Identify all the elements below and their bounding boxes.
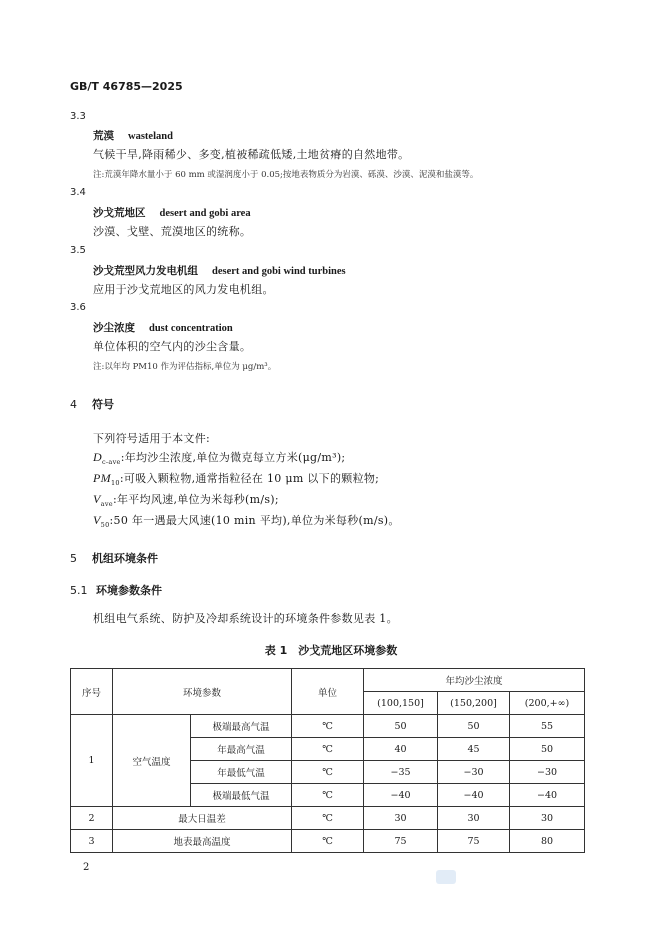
cell-unit: ℃ (292, 761, 364, 784)
watermark-logo (436, 870, 456, 884)
term-zh: 沙尘浓度 (93, 322, 135, 334)
header-range: (100,150] (364, 692, 438, 715)
term-note: 注:荒漠年降水量小于 60 mm 或湿润度小于 0.05;按地表物质分为岩漠、砾漠、沙漠、泥漠和盐漠等。 (93, 170, 479, 180)
term-definition: 应用于沙戈荒地区的风力发电机组。 (93, 283, 274, 296)
symbol-subscript: 10 (110, 479, 120, 488)
cell-value: −35 (364, 761, 438, 784)
term-en: desert and gobi area (159, 208, 251, 219)
term-definition: 沙漠、戈壁、荒漠地区的统称。 (93, 225, 252, 238)
symbol: V (93, 492, 101, 506)
cell-value: 40 (364, 738, 438, 761)
subsection-heading (70, 582, 162, 598)
term-note: 注:以年均 PM10 作为评估指标,单位为 μg/m³。 (93, 362, 277, 372)
cell-value: 80 (510, 830, 585, 853)
term-zh: 沙戈荒型风力发电机组 (93, 265, 198, 277)
cell-value: −30 (438, 761, 510, 784)
symbol-desc: :年平均风速,单位为米每秒(m/s); (112, 493, 279, 506)
symbol-line (93, 449, 345, 466)
cell-value: −30 (510, 761, 585, 784)
cell-value: 50 (438, 715, 510, 738)
term-zh: 荒漠 (93, 130, 114, 142)
page-number: 2 (83, 862, 90, 873)
term-heading (93, 320, 233, 335)
cell-value: 30 (510, 807, 585, 830)
table-row (71, 830, 585, 853)
header-seq: 序号 (71, 669, 113, 715)
cell-value: 75 (364, 830, 438, 853)
cell-value: −40 (438, 784, 510, 807)
cell-group: 空气温度 (113, 715, 191, 807)
symbol-desc: :可吸入颗粒物,通常指粒径在 10 μm 以下的颗粒物; (119, 472, 380, 485)
cell-param: 极端最低气温 (191, 784, 292, 807)
term-en: wasteland (128, 131, 173, 142)
section-number: 5.1 (70, 584, 88, 597)
cell-value: 50 (510, 738, 585, 761)
table-caption: 表 1 沙戈荒地区环境参数 (264, 644, 398, 657)
cell-value: −40 (510, 784, 585, 807)
table-row (71, 715, 585, 738)
section-heading (70, 550, 158, 566)
term-number: 3.6 (70, 302, 86, 313)
section-intro: 下列符号适用于本文件: (93, 432, 211, 445)
term-heading (93, 128, 173, 143)
symbol-subscript: c-ave (101, 458, 121, 467)
section-heading (70, 396, 114, 412)
symbol: V (93, 513, 101, 527)
section-title: 符号 (92, 398, 114, 411)
header-range: (150,200] (438, 692, 510, 715)
cell-unit: ℃ (292, 715, 364, 738)
symbol-subscript: 50 (100, 521, 110, 530)
cell-param: 地表最高温度 (113, 830, 292, 853)
symbol-line (93, 470, 379, 487)
term-en: desert and gobi wind turbines (212, 266, 346, 277)
cell-param: 年最低气温 (191, 761, 292, 784)
cell-unit: ℃ (292, 738, 364, 761)
cell-param: 年最高气温 (191, 738, 292, 761)
document-id: GB/T 46785—2025 (70, 80, 183, 93)
symbol-desc: :年均沙尘浓度,单位为微克每立方米(μg/m³); (120, 451, 346, 464)
cell-param: 最大日温差 (113, 807, 292, 830)
header-unit: 单位 (292, 669, 364, 715)
term-zh: 沙戈荒地区 (93, 207, 146, 219)
term-number: 3.5 (70, 245, 86, 256)
term-heading (93, 205, 251, 220)
symbol-line (93, 491, 279, 508)
table-row (71, 807, 585, 830)
section-title: 环境参数条件 (96, 584, 162, 597)
section-text: 机组电气系统、防护及冷却系统设计的环境条件参数见表 1。 (93, 612, 398, 625)
symbol-line (93, 512, 400, 529)
symbol: PM (93, 471, 111, 485)
cell-value: 30 (438, 807, 510, 830)
cell-value: 45 (438, 738, 510, 761)
section-number: 4 (70, 398, 77, 411)
header-group: 年均沙尘浓度 (364, 669, 585, 692)
cell-value: 30 (364, 807, 438, 830)
term-heading (93, 263, 346, 278)
section-number: 5 (70, 552, 77, 565)
cell-unit: ℃ (292, 807, 364, 830)
header-param: 环境参数 (113, 669, 292, 715)
symbol: D (93, 450, 102, 464)
cell-param: 极端最高气温 (191, 715, 292, 738)
symbol-desc: :50 年一遇最大风速(10 min 平均),单位为米每秒(m/s)。 (109, 514, 400, 527)
cell-value: −40 (364, 784, 438, 807)
cell-seq: 3 (71, 830, 113, 853)
cell-unit: ℃ (292, 784, 364, 807)
environment-table (70, 668, 585, 853)
term-en: dust concentration (149, 323, 233, 334)
cell-value: 55 (510, 715, 585, 738)
cell-unit: ℃ (292, 830, 364, 853)
term-number: 3.4 (70, 187, 86, 198)
term-definition: 单位体积的空气内的沙尘含量。 (93, 340, 252, 353)
symbol-subscript: ave (100, 500, 113, 509)
cell-seq: 1 (71, 715, 113, 807)
term-number: 3.3 (70, 111, 86, 122)
cell-seq: 2 (71, 807, 113, 830)
cell-value: 75 (438, 830, 510, 853)
term-definition: 气候干旱,降雨稀少、多变,植被稀疏低矮,土地贫瘠的自然地带。 (93, 148, 410, 161)
header-range: (200,+∞) (510, 692, 585, 715)
cell-value: 50 (364, 715, 438, 738)
section-title: 机组环境条件 (92, 552, 158, 565)
